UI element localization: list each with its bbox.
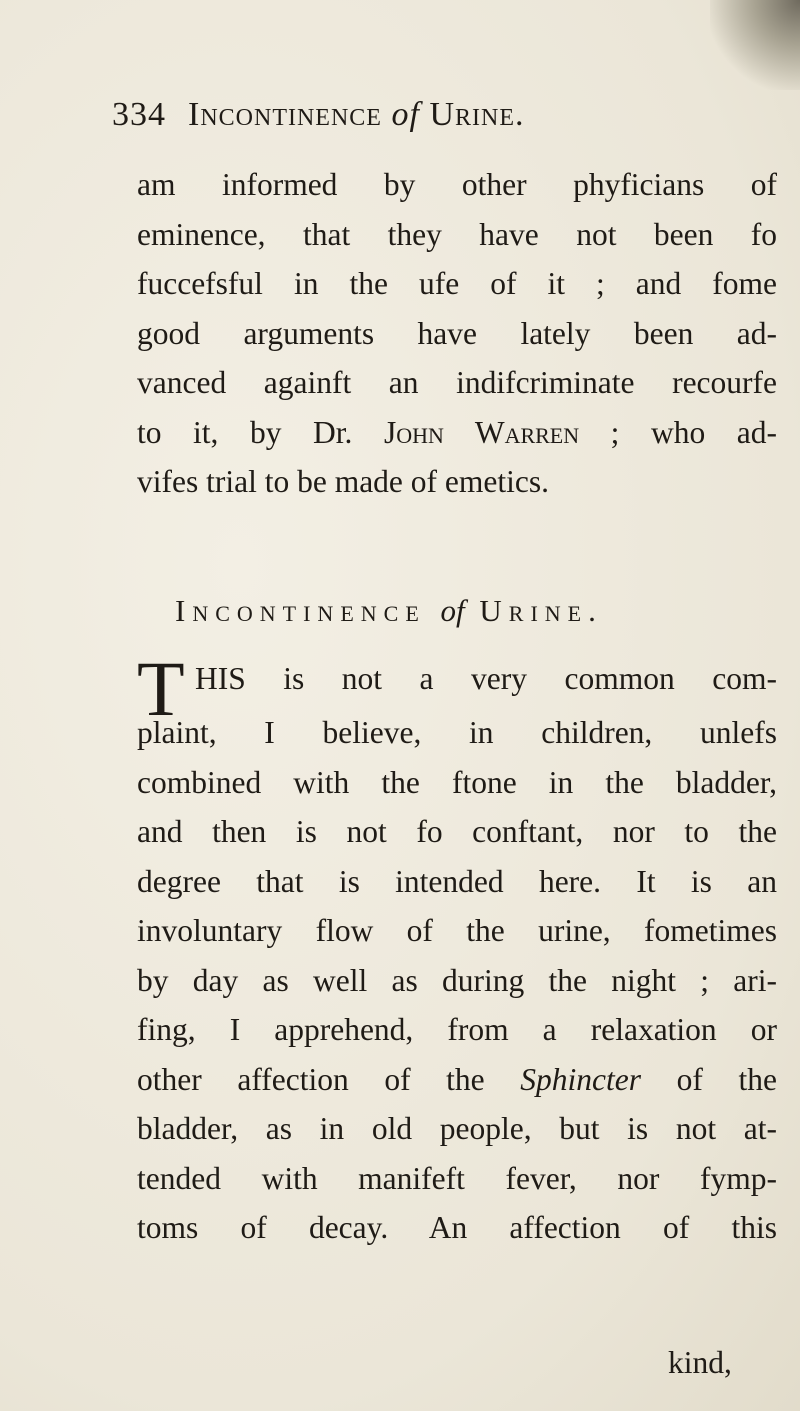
heading-word-b: Urine. [479,593,603,628]
first-line [137,645,777,732]
drop-cap: T [137,645,185,732]
text-line: tended with manifeft fever, nor fymp- [137,1160,777,1196]
page-number: 334 [112,96,166,133]
text-line-start: other affection of the [137,1061,521,1097]
text-line: HIS is not a very common com- [195,661,777,696]
text-line-start: to it, by Dr. [137,414,384,450]
text-line-end: ; who ad- [579,414,777,450]
author-name: John Warren [383,414,580,450]
header-title-a: Incontinence [188,96,382,133]
section-heading [175,593,735,629]
heading-of: of [440,593,465,628]
text-line: good arguments have lately been ad- [137,315,777,351]
italic-term: Sphincter [520,1061,642,1097]
text-line: bladder, as in old people, but is not at- [137,1111,777,1146]
text-line: fuccefsful in the ufe of it ; and fome [137,266,777,301]
text-line: vifes trial to be made of emetics. [137,464,549,499]
text-line: by day as well as during the night ; ari- [137,962,777,998]
text-line: fing, I apprehend, from a relaxation or [137,1012,777,1047]
text-line [137,1055,777,1105]
header-title-of: of [391,96,420,133]
section-paragraph [137,645,777,1253]
text-line [137,408,777,458]
text-line: eminence, that they have not been fo [137,216,777,252]
text-line: and then is not fo conftant, nor to the [137,814,777,849]
text-line: toms of decay. An affection of this [137,1210,777,1245]
heading-word-a: Incontinence [175,593,426,628]
text-line: degree that is intended here. It is an [137,863,777,899]
text-line: vanced againft an indifcriminate recourfe [137,365,777,400]
text-line: am informed by other phyficians of [137,167,777,202]
text-line: involuntary flow of the urine, fometimes [137,913,777,948]
catchword: kind, [668,1345,732,1380]
text-line: combined with the ftone in the bladder, [137,764,777,800]
continued-paragraph [137,160,777,507]
text-line-end: of the [641,1061,777,1097]
header-title-b: Urine. [429,96,525,133]
page-corner-shadow [710,0,800,90]
running-header [112,96,730,134]
text-line: plaint, I believe, in children, unlefs [137,715,777,750]
